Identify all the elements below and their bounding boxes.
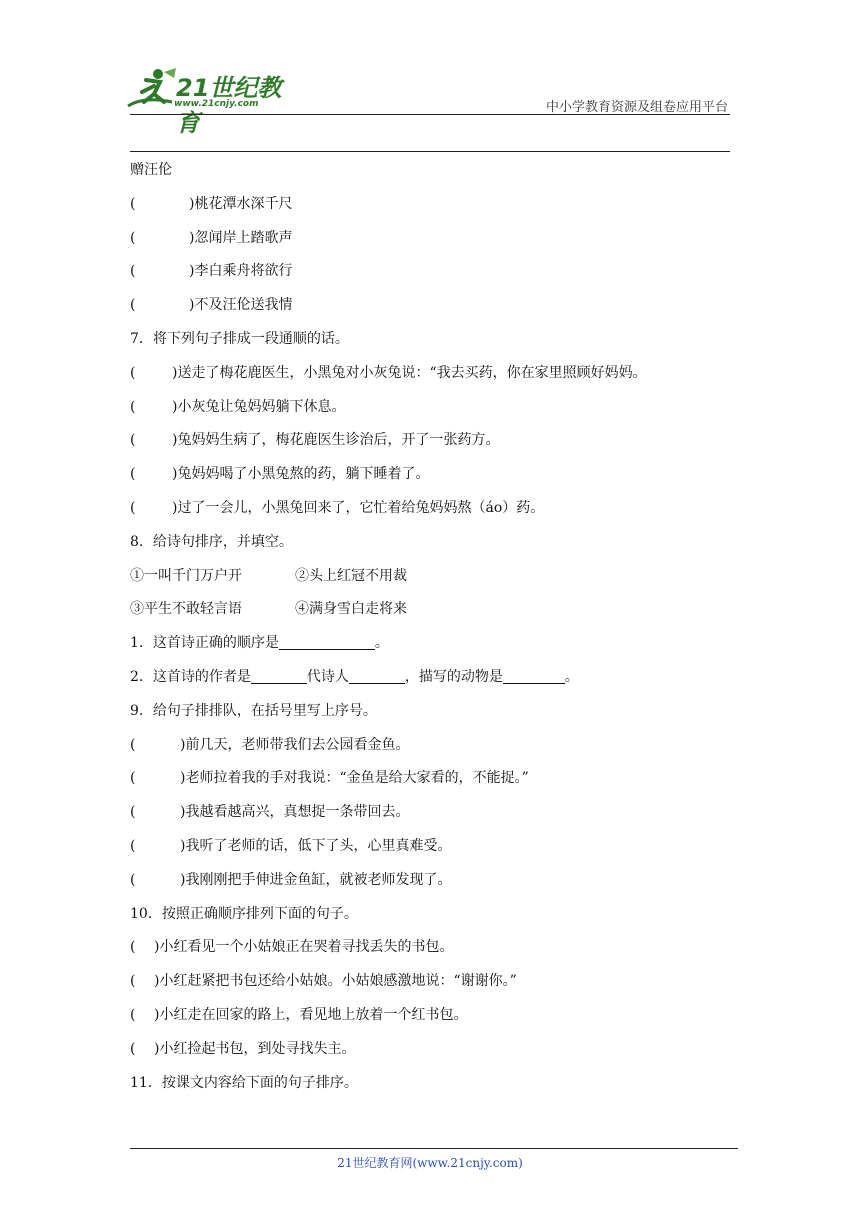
poem-title: 赠汪伦: [130, 162, 172, 178]
q9-title: 9．给句子排排队，在括号里写上序号。: [130, 702, 377, 719]
q7-title: 7．将下列句子排成一段通顺的话。: [130, 330, 349, 347]
header-tagline: 中小学教育资源及组卷应用平台: [545, 100, 728, 115]
q7-item-2: ( )小灰兔让兔妈妈躺下休息。: [130, 398, 346, 415]
logo: [124, 66, 294, 137]
q7-item-1: ( )送走了梅花鹿医生，小黑兔对小灰兔说：“我去买药，你在家里照顾好妈妈。: [130, 364, 647, 381]
answer-blank[interactable]: [279, 633, 375, 650]
answer-blank[interactable]: [349, 667, 405, 684]
q8-options-row-1: ①一叫千门万户开 ②头上红冠不用裁: [130, 567, 407, 584]
q9-item-5: ( )我刚刚把手伸进金鱼缸，就被老师发现了。: [130, 871, 452, 888]
poem-line-1: ( )桃花潭水深千尺: [130, 195, 293, 212]
header-divider: [130, 114, 730, 115]
q11-title: 11．按课文内容给下面的句子排序。: [130, 1074, 358, 1091]
q10-item-1: ( )小红看见一个小姑娘正在哭着寻找丢失的书包。: [130, 939, 454, 956]
answer-blank[interactable]: [251, 667, 307, 684]
logo-text: 21世纪教育: [176, 74, 282, 137]
poem-line-2: ( )忽闻岸上踏歌声: [130, 229, 293, 246]
runner-logo-icon: [124, 66, 180, 112]
q9-item-3: ( )我越看越高兴，真想捉一条带回去。: [130, 804, 410, 821]
header-divider-2: [130, 151, 730, 152]
q8-options-row-2: ③平生不敢轻言语 ④满身雪白走将来: [130, 601, 407, 618]
q9-item-2: ( )老师拉着我的手对我说：“金鱼是给大家看的，不能捉。”: [130, 770, 529, 787]
q7-item-5: ( )过了一会儿，小黑兔回来了，它忙着给兔妈妈熬（áo）药。: [130, 499, 545, 516]
answer-blank[interactable]: [503, 667, 565, 684]
q7-item-3: ( )兔妈妈生病了，梅花鹿医生诊治后，开了一张药方。: [130, 432, 500, 449]
q10-item-4: ( )小红捡起书包，到处寻找失主。: [130, 1040, 356, 1057]
q10-item-2: ( )小红赶紧把书包还给小姑娘。小姑娘感激地说：“谢谢你。”: [130, 973, 517, 990]
q9-item-1: ( )前几天，老师带我们去公园看金鱼。: [130, 736, 410, 753]
q8-title: 8．给诗句排序，并填空。: [130, 533, 293, 550]
logo-url: www.21cnjy.com: [174, 99, 259, 109]
q8-sub-1: 1．这首诗正确的顺序是 。: [130, 635, 389, 652]
q8-sub-2: 2．这首诗的作者是 代诗人 ，描写的动物是 。: [130, 668, 579, 685]
q10-title: 10．按照正确顺序排列下面的句子。: [130, 905, 358, 922]
q9-item-4: ( )我听了老师的话，低下了头，心里真难受。: [130, 837, 452, 854]
footer-text[interactable]: 21世纪教育网(www.21cnjy.com): [337, 1156, 523, 1170]
footer-divider: [130, 1148, 738, 1149]
poem-line-4: ( )不及汪伦送我情: [130, 297, 293, 314]
poem-line-3: ( )李白乘舟将欲行: [130, 263, 293, 280]
q7-item-4: ( )兔妈妈喝了小黑兔熬的药，躺下睡着了。: [130, 466, 430, 483]
q10-item-3: ( )小红走在回家的路上，看见地上放着一个红书包。: [130, 1006, 468, 1023]
document-body: [130, 157, 730, 1103]
